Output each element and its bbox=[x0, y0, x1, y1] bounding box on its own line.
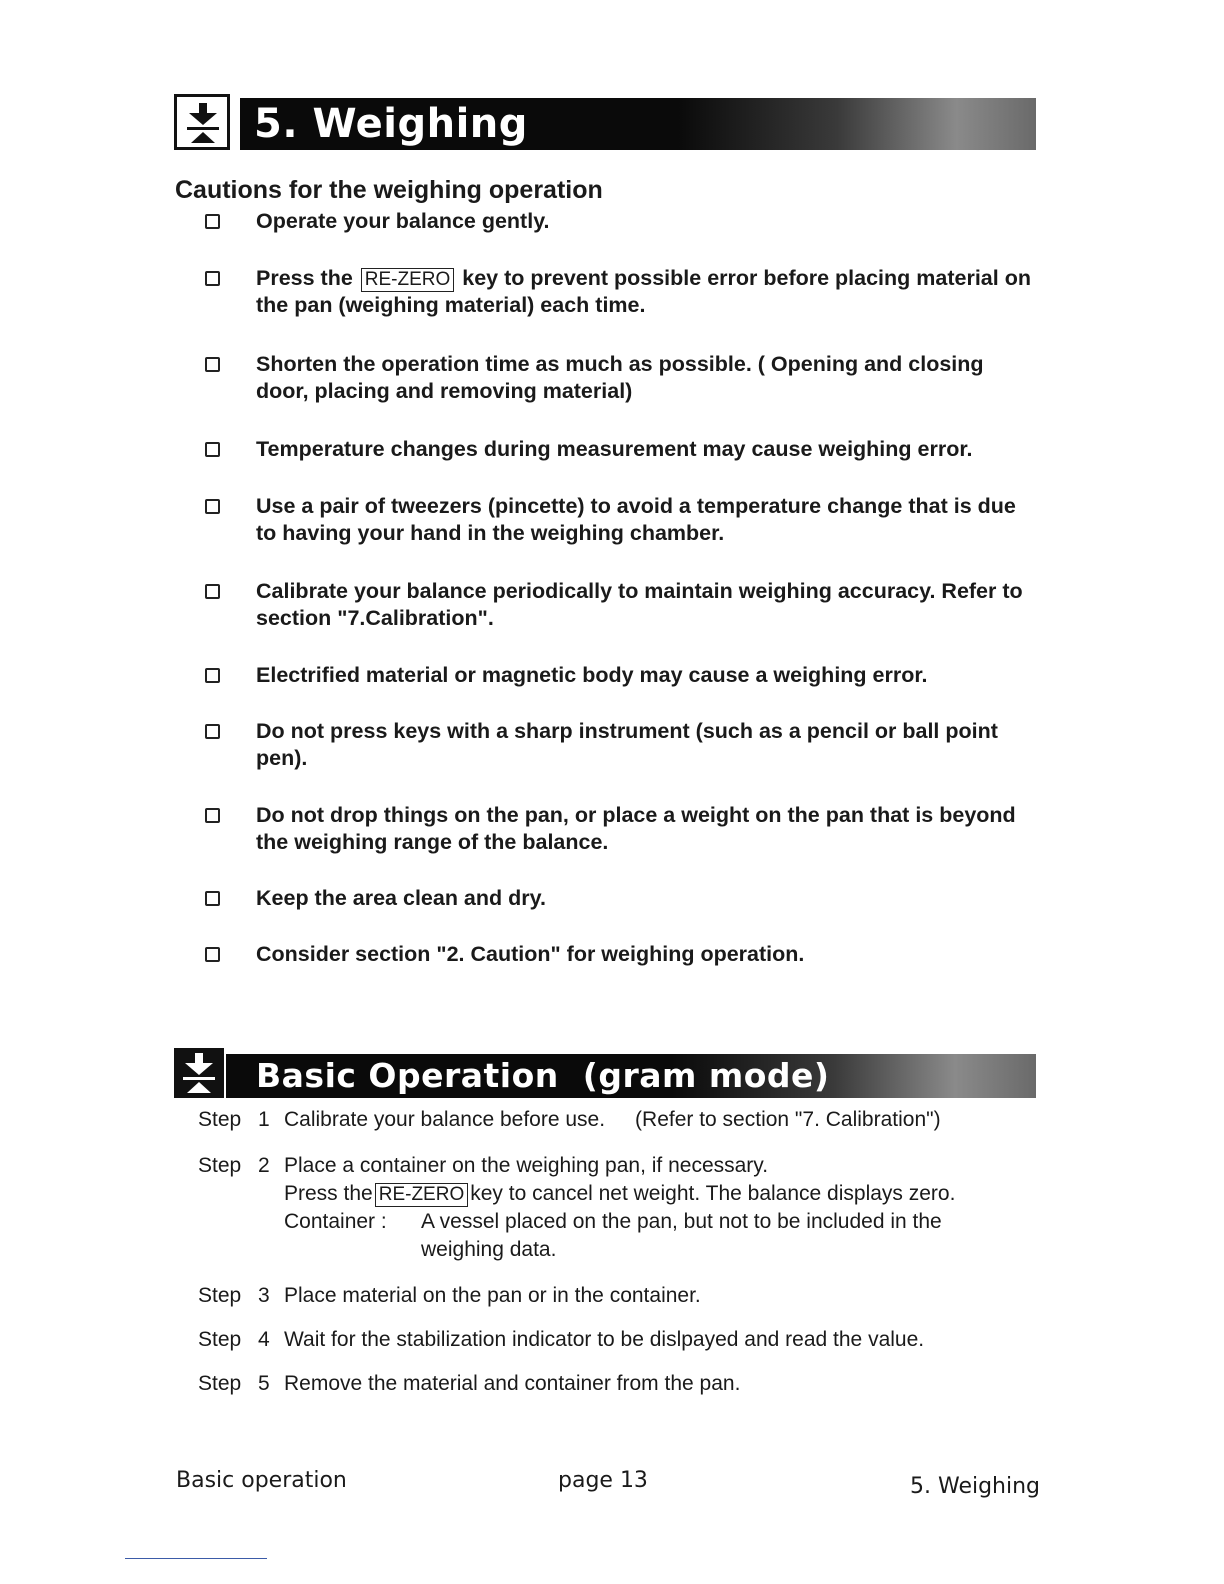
step-text: Wait for the stabilization indicator to be dislpayed and read the value. bbox=[284, 1328, 925, 1351]
step-number: 3 bbox=[258, 1284, 270, 1307]
section-title: 5. Weighing bbox=[254, 101, 528, 147]
checkbox-icon bbox=[205, 442, 220, 457]
caution-text: Do not drop things on the pan, or place a weight on the pan that is beyond the weighing range of the balance. bbox=[256, 803, 1016, 854]
step-number: 1 bbox=[258, 1108, 270, 1131]
step-number: 4 bbox=[258, 1328, 270, 1351]
step-1-reference: (Refer to section "7. Calibration") bbox=[635, 1108, 941, 1131]
caution-text: Electrified material or magnetic body may cause a weighing error. bbox=[256, 663, 928, 687]
step-label: Step bbox=[198, 1372, 242, 1395]
caution-text-post: key to prevent possible error before placing material on the pan (weighing material) each time. bbox=[256, 266, 1031, 317]
container-def-line2: weighing data. bbox=[421, 1238, 557, 1261]
checkbox-icon bbox=[205, 724, 220, 739]
step-label: Step bbox=[198, 1108, 242, 1131]
step-text: Place material on the pan or in the container. bbox=[284, 1284, 701, 1307]
footer-left: Basic operation bbox=[176, 1468, 347, 1493]
caution-text: Shorten the operation time as much as possible. ( Opening and closing door, placing and removing material) bbox=[256, 352, 984, 403]
section-title-bar bbox=[226, 1054, 1036, 1098]
checkbox-icon bbox=[205, 891, 220, 906]
re-zero-key: RE-ZERO bbox=[361, 268, 455, 292]
step-number: 5 bbox=[258, 1372, 270, 1395]
step-1-text: Calibrate your balance before use. bbox=[284, 1108, 606, 1131]
checkbox-icon bbox=[205, 584, 220, 599]
checkbox-icon bbox=[205, 357, 220, 372]
caution-text: Keep the area clean and dry. bbox=[256, 886, 546, 910]
caution-text: Temperature changes during measurement may cause weighing error. bbox=[256, 437, 973, 461]
weigh-down-arrow-icon bbox=[174, 1048, 224, 1098]
checkbox-icon bbox=[205, 808, 220, 823]
step-2-line2-pre: Press the bbox=[284, 1182, 373, 1205]
step-number: 2 bbox=[258, 1154, 270, 1177]
caution-text: Do not press keys with a sharp instrument (such as a pencil or ball point pen). bbox=[256, 719, 998, 770]
caution-text: Calibrate your balance periodically to maintain weighing accuracy. Refer to section "7.Calibration". bbox=[256, 579, 1023, 630]
step-2-line2 bbox=[284, 1180, 1004, 1208]
section-title-bar bbox=[240, 98, 1036, 150]
step-label: Step bbox=[198, 1284, 242, 1307]
caution-text: Operate your balance gently. bbox=[256, 209, 550, 233]
step-label: Step bbox=[198, 1328, 242, 1351]
cautions-heading: Cautions for the weighing operation bbox=[175, 176, 603, 204]
checkbox-icon bbox=[205, 271, 220, 286]
caution-text: Consider section "2. Caution" for weighing operation. bbox=[256, 942, 805, 966]
step-text bbox=[284, 1152, 1004, 1264]
page-number: page 13 bbox=[558, 1468, 648, 1493]
caution-text: Use a pair of tweezers (pincette) to avoid a temperature change that is due to having your hand in the weighing chamber. bbox=[256, 494, 1016, 545]
checkbox-icon bbox=[205, 499, 220, 514]
caution-text-pre: Press the bbox=[256, 266, 359, 290]
container-definition bbox=[284, 1208, 1004, 1264]
step-2-line1: Place a container on the weighing pan, if necessary. bbox=[284, 1154, 769, 1177]
container-label: Container : bbox=[284, 1210, 387, 1233]
footer-rule bbox=[125, 1558, 267, 1559]
checkbox-icon bbox=[205, 214, 220, 229]
caution-text bbox=[256, 265, 1036, 319]
container-def-line1: A vessel placed on the pan, but not to be included in the bbox=[421, 1210, 942, 1233]
re-zero-key: RE-ZERO bbox=[375, 1183, 469, 1207]
weigh-down-arrow-icon bbox=[174, 94, 230, 150]
step-text bbox=[284, 1106, 1004, 1134]
step-label: Step bbox=[198, 1154, 242, 1177]
step-2-line2-post: key to cancel net weight. The balance displays zero. bbox=[470, 1182, 956, 1205]
step-text: Remove the material and container from the pan. bbox=[284, 1372, 741, 1395]
footer-right: 5. Weighing bbox=[910, 1474, 1041, 1499]
checkbox-icon bbox=[205, 947, 220, 962]
section-title: Basic Operation (gram mode) bbox=[256, 1056, 830, 1095]
checkbox-icon bbox=[205, 668, 220, 683]
